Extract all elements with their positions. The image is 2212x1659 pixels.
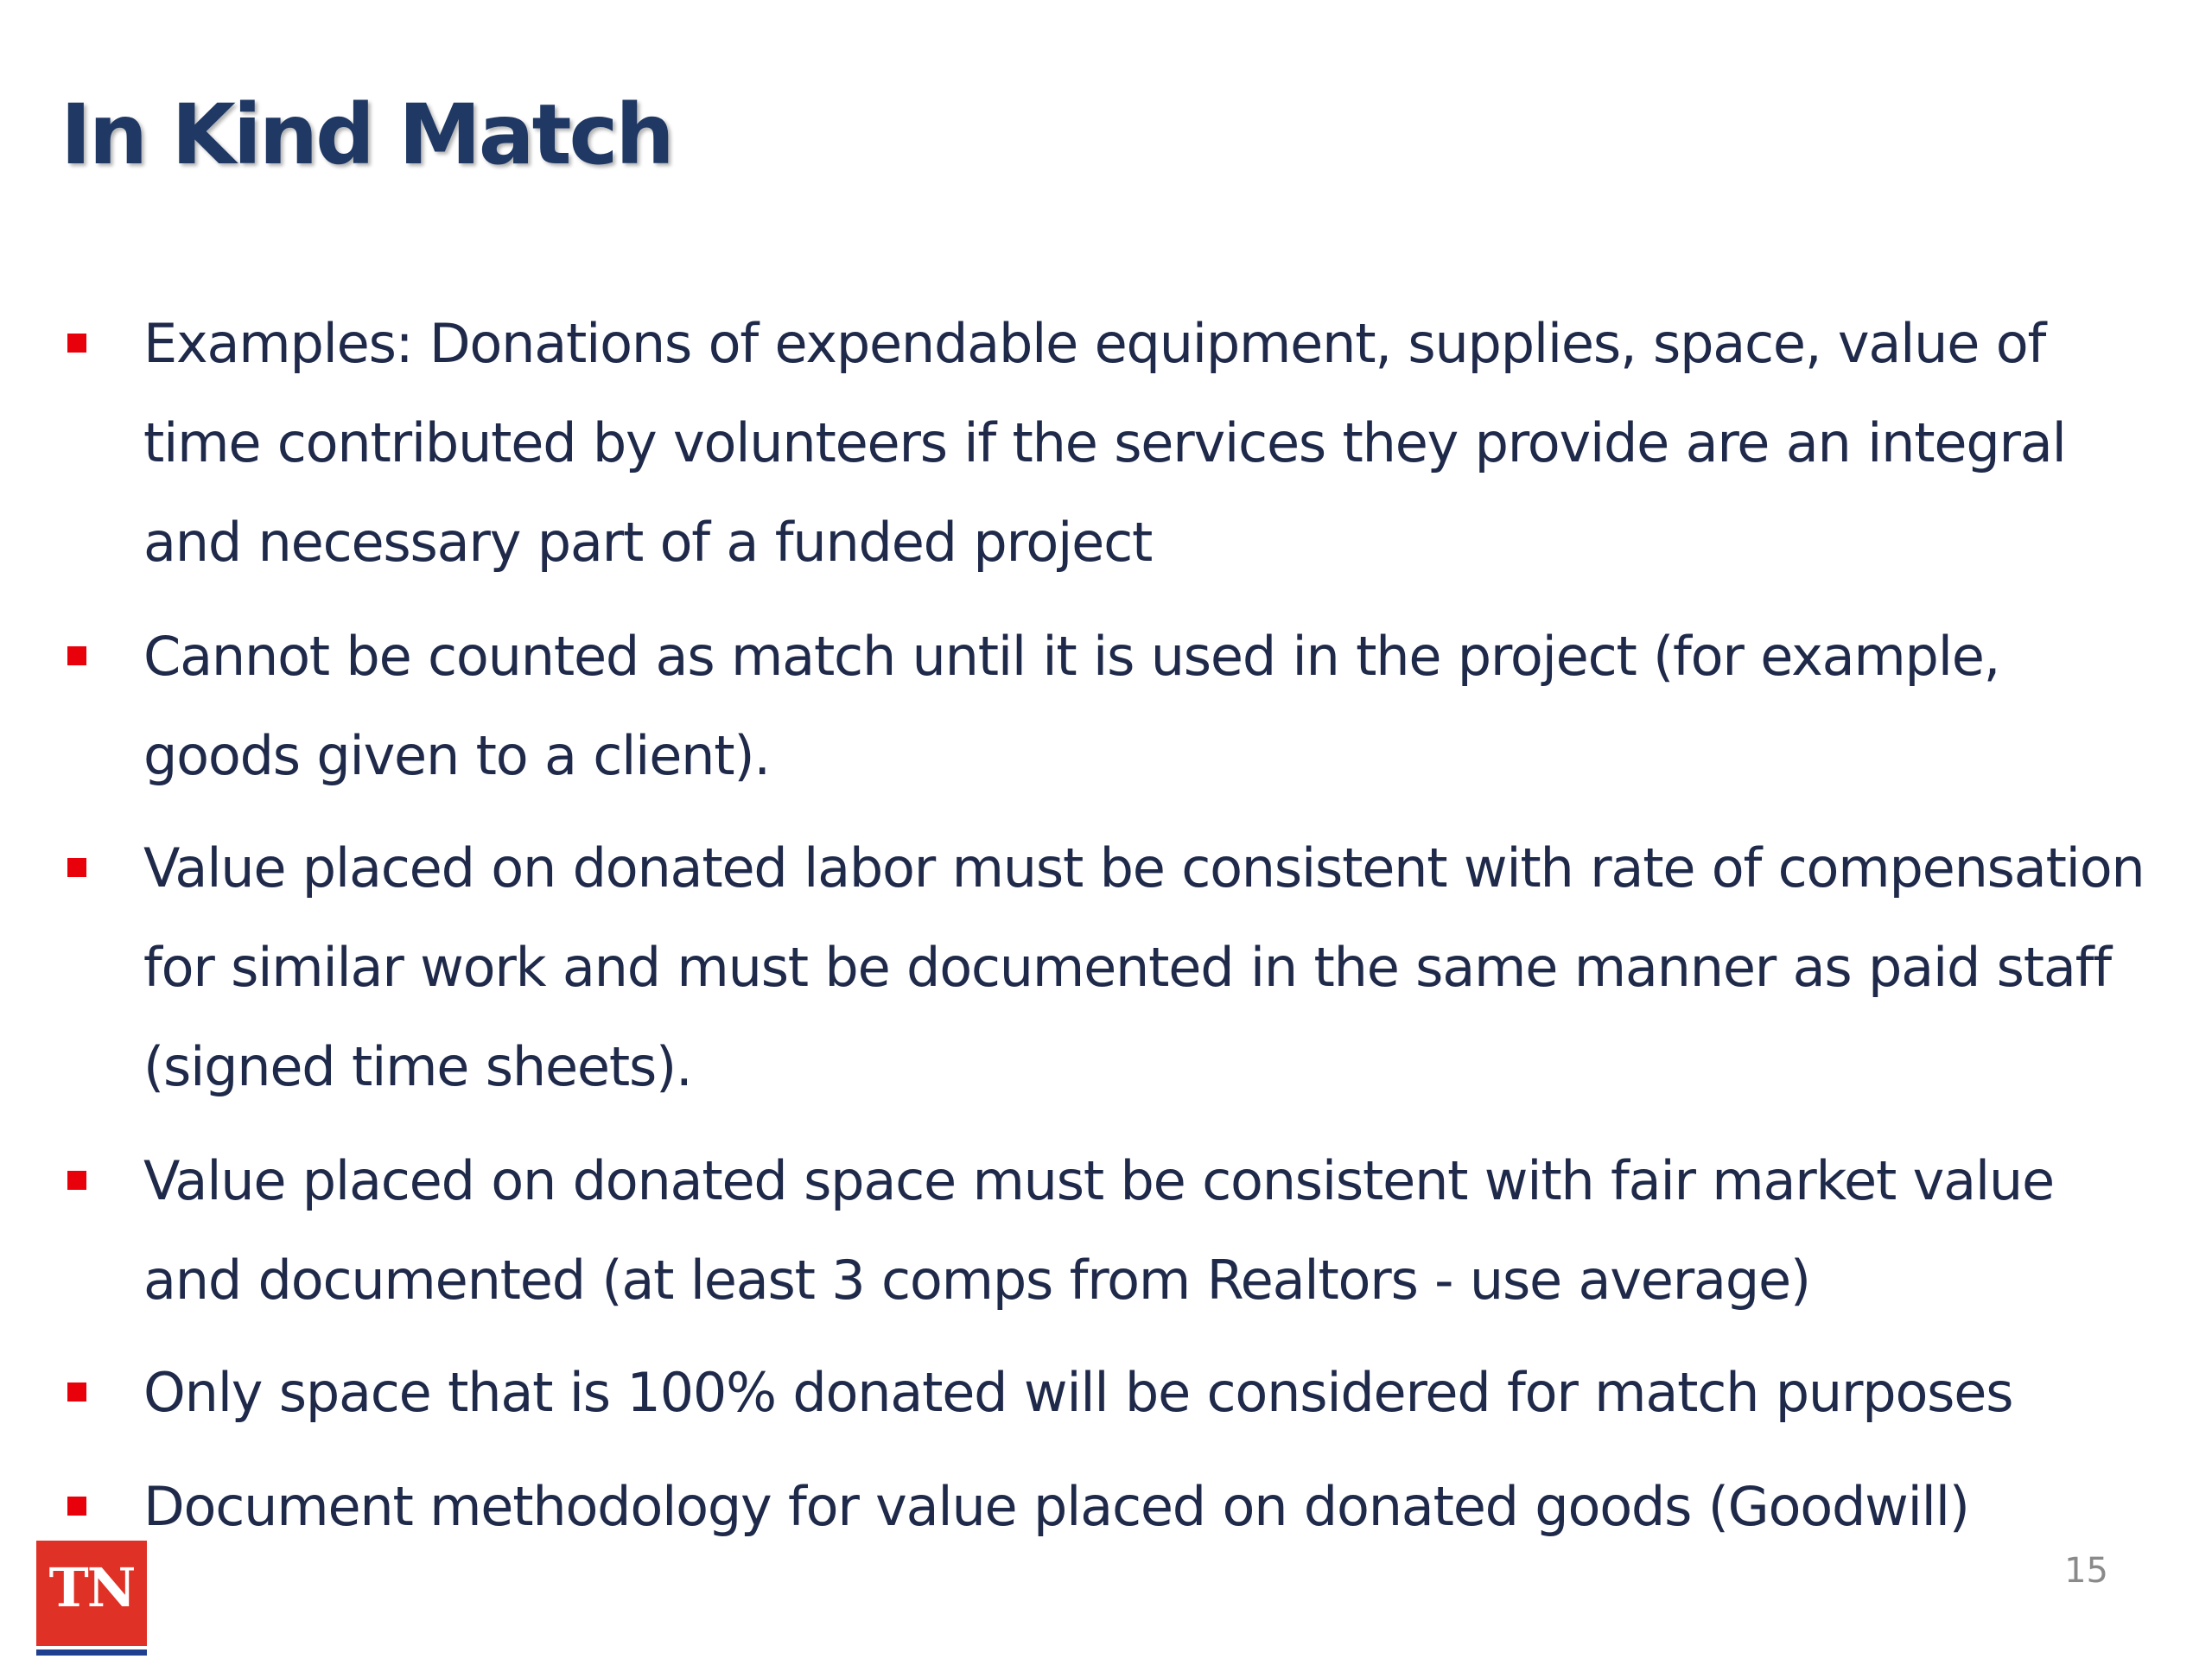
- slide-title: In Kind Match: [60, 86, 672, 183]
- tn-logo: [36, 1541, 147, 1646]
- bullet-text: Value placed on donated space must be consistent with fair market value and documented (at least 3 comps from Realtors - use average): [143, 1149, 2054, 1312]
- square-bullet-icon: [67, 1171, 86, 1190]
- bullet-text: Only space that is 100% donated will be considered for match purposes: [143, 1361, 2013, 1424]
- square-bullet-icon: [67, 1382, 86, 1402]
- bullet-text: Value placed on donated labor must be consistent with rate of compensation for similar work and must be documented in the same manner as paid staff (signed time sheets).: [143, 836, 2145, 1098]
- tn-logo-underline: [36, 1649, 147, 1656]
- square-bullet-icon: [67, 334, 86, 353]
- square-bullet-icon: [67, 646, 86, 665]
- tn-logo-text: TN: [48, 1556, 135, 1619]
- square-bullet-icon: [67, 1497, 86, 1516]
- bullet-text: Document methodology for value placed on donated goods (Goodwill): [143, 1475, 1969, 1538]
- square-bullet-icon: [67, 858, 86, 877]
- bullet-text: Cannot be counted as match until it is used in the project (for example, goods given to a client).: [143, 625, 2000, 787]
- page-number: 15: [2064, 1551, 2108, 1591]
- bullet-text: Examples: Donations of expendable equipment, supplies, space, value of time contributed by volunteers if the services they provide are an integral and necessary part of a funded project: [143, 312, 2066, 574]
